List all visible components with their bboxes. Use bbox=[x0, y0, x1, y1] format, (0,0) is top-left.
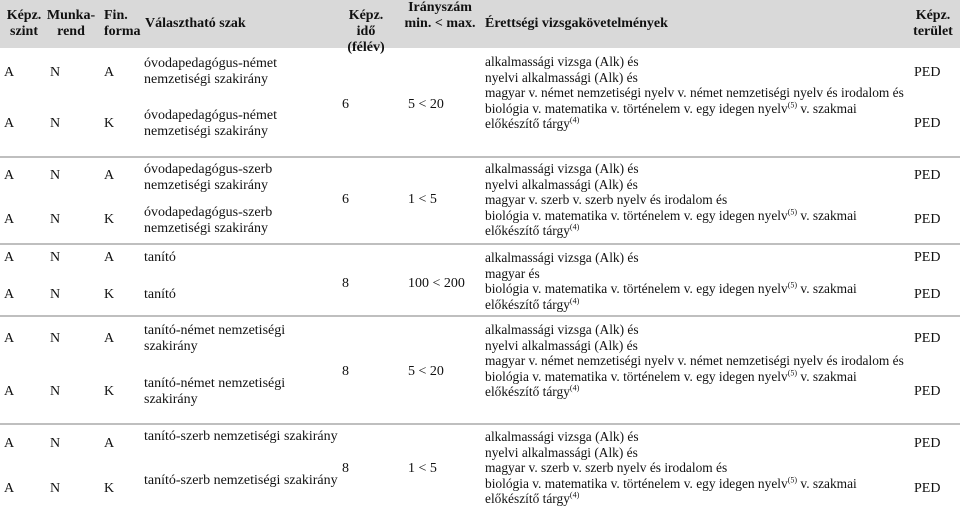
cell-terulet: PED bbox=[914, 331, 941, 346]
cell-szak: tanító-szerb nemzetiségi szakirány bbox=[144, 429, 338, 444]
cell-szak: tanító bbox=[144, 250, 176, 265]
req-line: biológia v. matematika v. történelem v. egy idegen nyelv$^{(5)}$ v. szakmai bbox=[485, 368, 857, 384]
header-szak: Választható szak bbox=[145, 16, 246, 31]
req-line: magyar v. német nemzetiségi nyelv v. német nemzetiségi nyelv és irodalom és bbox=[485, 85, 904, 101]
row-separator bbox=[0, 156, 960, 158]
cell-szak: tanító-szerb nemzetiségi szakirány bbox=[144, 473, 338, 488]
req-line: nyelvi alkalmassági (Alk) és bbox=[485, 176, 638, 192]
req-line: biológia v. matematika v. történelem v. egy idegen nyelv$^{(5)}$ v. szakmai bbox=[485, 280, 857, 297]
cell-szint: A bbox=[4, 287, 15, 302]
cell-iranyszam: 5 < 20 bbox=[408, 364, 444, 379]
req-line: alkalmassági vizsga (Alk) és bbox=[485, 250, 639, 265]
cell-szint: A bbox=[4, 331, 15, 346]
cell-szint: A bbox=[4, 384, 15, 399]
cell-forma: A bbox=[104, 65, 115, 80]
req-line: biológia v. matematika v. történelem v. egy idegen nyelv$^{(5)}$ v. szakmai bbox=[485, 475, 857, 491]
cell-rend: N bbox=[50, 168, 61, 183]
cell-rend: N bbox=[50, 65, 61, 80]
cell-terulet: PED bbox=[914, 116, 941, 131]
cell-erettsegi bbox=[485, 322, 905, 400]
cell-erettsegi bbox=[485, 429, 905, 507]
cell-kepz-ido: 8 bbox=[342, 461, 349, 476]
cell-szint: A bbox=[4, 436, 15, 451]
cell-forma: A bbox=[104, 436, 115, 451]
cell-terulet: PED bbox=[914, 384, 941, 399]
cell-forma: K bbox=[104, 116, 115, 131]
cell-terulet: PED bbox=[914, 212, 941, 227]
cell-rend: N bbox=[50, 212, 61, 227]
cell-iranyszam: 1 < 5 bbox=[408, 192, 437, 207]
cell-kepz-ido: 8 bbox=[342, 276, 349, 291]
cell-forma: A bbox=[104, 250, 115, 265]
cell-terulet: PED bbox=[914, 436, 941, 451]
req-line: biológia v. matematika v. történelem v. egy idegen nyelv$^{(5)}$ v. szakmai bbox=[485, 100, 857, 116]
header-terulet: Képz. terület bbox=[913, 8, 953, 39]
cell-forma: K bbox=[104, 212, 115, 227]
req-line: alkalmassági vizsga (Alk) és bbox=[485, 429, 639, 444]
req-line: nyelvi alkalmassági (Alk) és bbox=[485, 337, 638, 353]
cell-szak: óvodapedagógus-szerb nemzetiségi szakirány bbox=[144, 162, 273, 193]
cell-szak: tanító-német nemzetiségi szakirány bbox=[144, 323, 286, 354]
cell-erettsegi bbox=[485, 161, 905, 239]
cell-szint: A bbox=[4, 65, 15, 80]
req-line: magyar v. szerb v. szerb nyelv és irodalom és bbox=[485, 460, 728, 476]
cell-rend: N bbox=[50, 331, 61, 346]
cell-rend: N bbox=[50, 116, 61, 131]
cell-rend: N bbox=[50, 384, 61, 399]
table-header bbox=[0, 0, 960, 55]
req-line: előkészítő tárgy$^{(4)}$ bbox=[485, 296, 580, 312]
cell-rend: N bbox=[50, 436, 61, 451]
cell-iranyszam: 5 < 20 bbox=[408, 97, 444, 112]
req-line: magyar v. német nemzetiségi nyelv v. német nemzetiségi nyelv és irodalom és bbox=[485, 353, 904, 369]
cell-szak: óvodapedagógus-német nemzetiségi szakirány bbox=[144, 56, 277, 87]
header-fin-forma: Fin. forma bbox=[104, 8, 141, 39]
cell-szak: tanító-német nemzetiségi szakirány bbox=[144, 376, 286, 407]
req-line: előkészítő tárgy$^{(4)}$ bbox=[485, 115, 580, 132]
cell-szint: A bbox=[4, 250, 15, 265]
req-line: nyelvi alkalmassági (Alk) és bbox=[485, 69, 638, 85]
cell-forma: K bbox=[104, 481, 115, 496]
cell-kepz-ido: 6 bbox=[342, 192, 349, 207]
req-line: biológia v. matematika v. történelem v. egy idegen nyelv$^{(5)}$ v. szakmai bbox=[485, 207, 857, 223]
cell-szint: A bbox=[4, 212, 15, 227]
cell-terulet: PED bbox=[914, 481, 941, 496]
cell-szint: A bbox=[4, 168, 15, 183]
cell-terulet: PED bbox=[914, 287, 941, 302]
cell-szint: A bbox=[4, 116, 15, 131]
row-separator bbox=[0, 243, 960, 245]
req-line: előkészítő tárgy$^{(4)}$ bbox=[485, 383, 580, 400]
cell-forma: K bbox=[104, 384, 115, 399]
cell-forma: K bbox=[104, 287, 115, 302]
cell-forma: A bbox=[104, 331, 115, 346]
cell-forma: A bbox=[104, 168, 115, 183]
header-kepz-ido: Képz. idő (félév) bbox=[347, 8, 385, 55]
cell-kepz-ido: 6 bbox=[342, 97, 349, 112]
cell-rend: N bbox=[50, 287, 61, 302]
cell-terulet: PED bbox=[914, 168, 941, 183]
cell-iranyszam: 1 < 5 bbox=[408, 461, 437, 476]
req-line: magyar v. szerb v. szerb nyelv és irodalom és bbox=[485, 192, 728, 208]
req-line: alkalmassági vizsga (Alk) és bbox=[485, 54, 639, 69]
row-separator bbox=[0, 315, 960, 317]
req-line: nyelvi alkalmassági (Alk) és bbox=[485, 444, 638, 460]
cell-szak: óvodapedagógus-szerb nemzetiségi szakirány bbox=[144, 205, 273, 236]
cell-szak: óvodapedagógus-német nemzetiségi szakirány bbox=[144, 108, 277, 139]
req-line: magyar és bbox=[485, 265, 540, 281]
cell-erettsegi bbox=[485, 250, 905, 312]
row-separator bbox=[0, 423, 960, 425]
header-munkarend: Munka- rend bbox=[46, 8, 96, 39]
cell-terulet: PED bbox=[914, 65, 941, 80]
req-line: előkészítő tárgy$^{(4)}$ bbox=[485, 222, 580, 239]
header-kepz-szint: Képz. szint bbox=[6, 8, 42, 39]
cell-szint: A bbox=[4, 481, 15, 496]
cell-rend: N bbox=[50, 250, 61, 265]
cell-szak: tanító bbox=[144, 287, 176, 302]
req-line: alkalmassági vizsga (Alk) és bbox=[485, 161, 639, 176]
req-line: alkalmassági vizsga (Alk) és bbox=[485, 322, 639, 337]
header-erettsegi: Érettségi vizsgakövetelmények bbox=[485, 16, 668, 31]
cell-erettsegi bbox=[485, 54, 905, 132]
cell-terulet: PED bbox=[914, 250, 941, 265]
cell-rend: N bbox=[50, 481, 61, 496]
header-iranyszam: Irányszám min. < max. bbox=[404, 0, 476, 31]
cell-kepz-ido: 8 bbox=[342, 364, 349, 379]
cell-iranyszam: 100 < 200 bbox=[408, 276, 465, 291]
req-line: előkészítő tárgy$^{(4)}$ bbox=[485, 490, 580, 507]
